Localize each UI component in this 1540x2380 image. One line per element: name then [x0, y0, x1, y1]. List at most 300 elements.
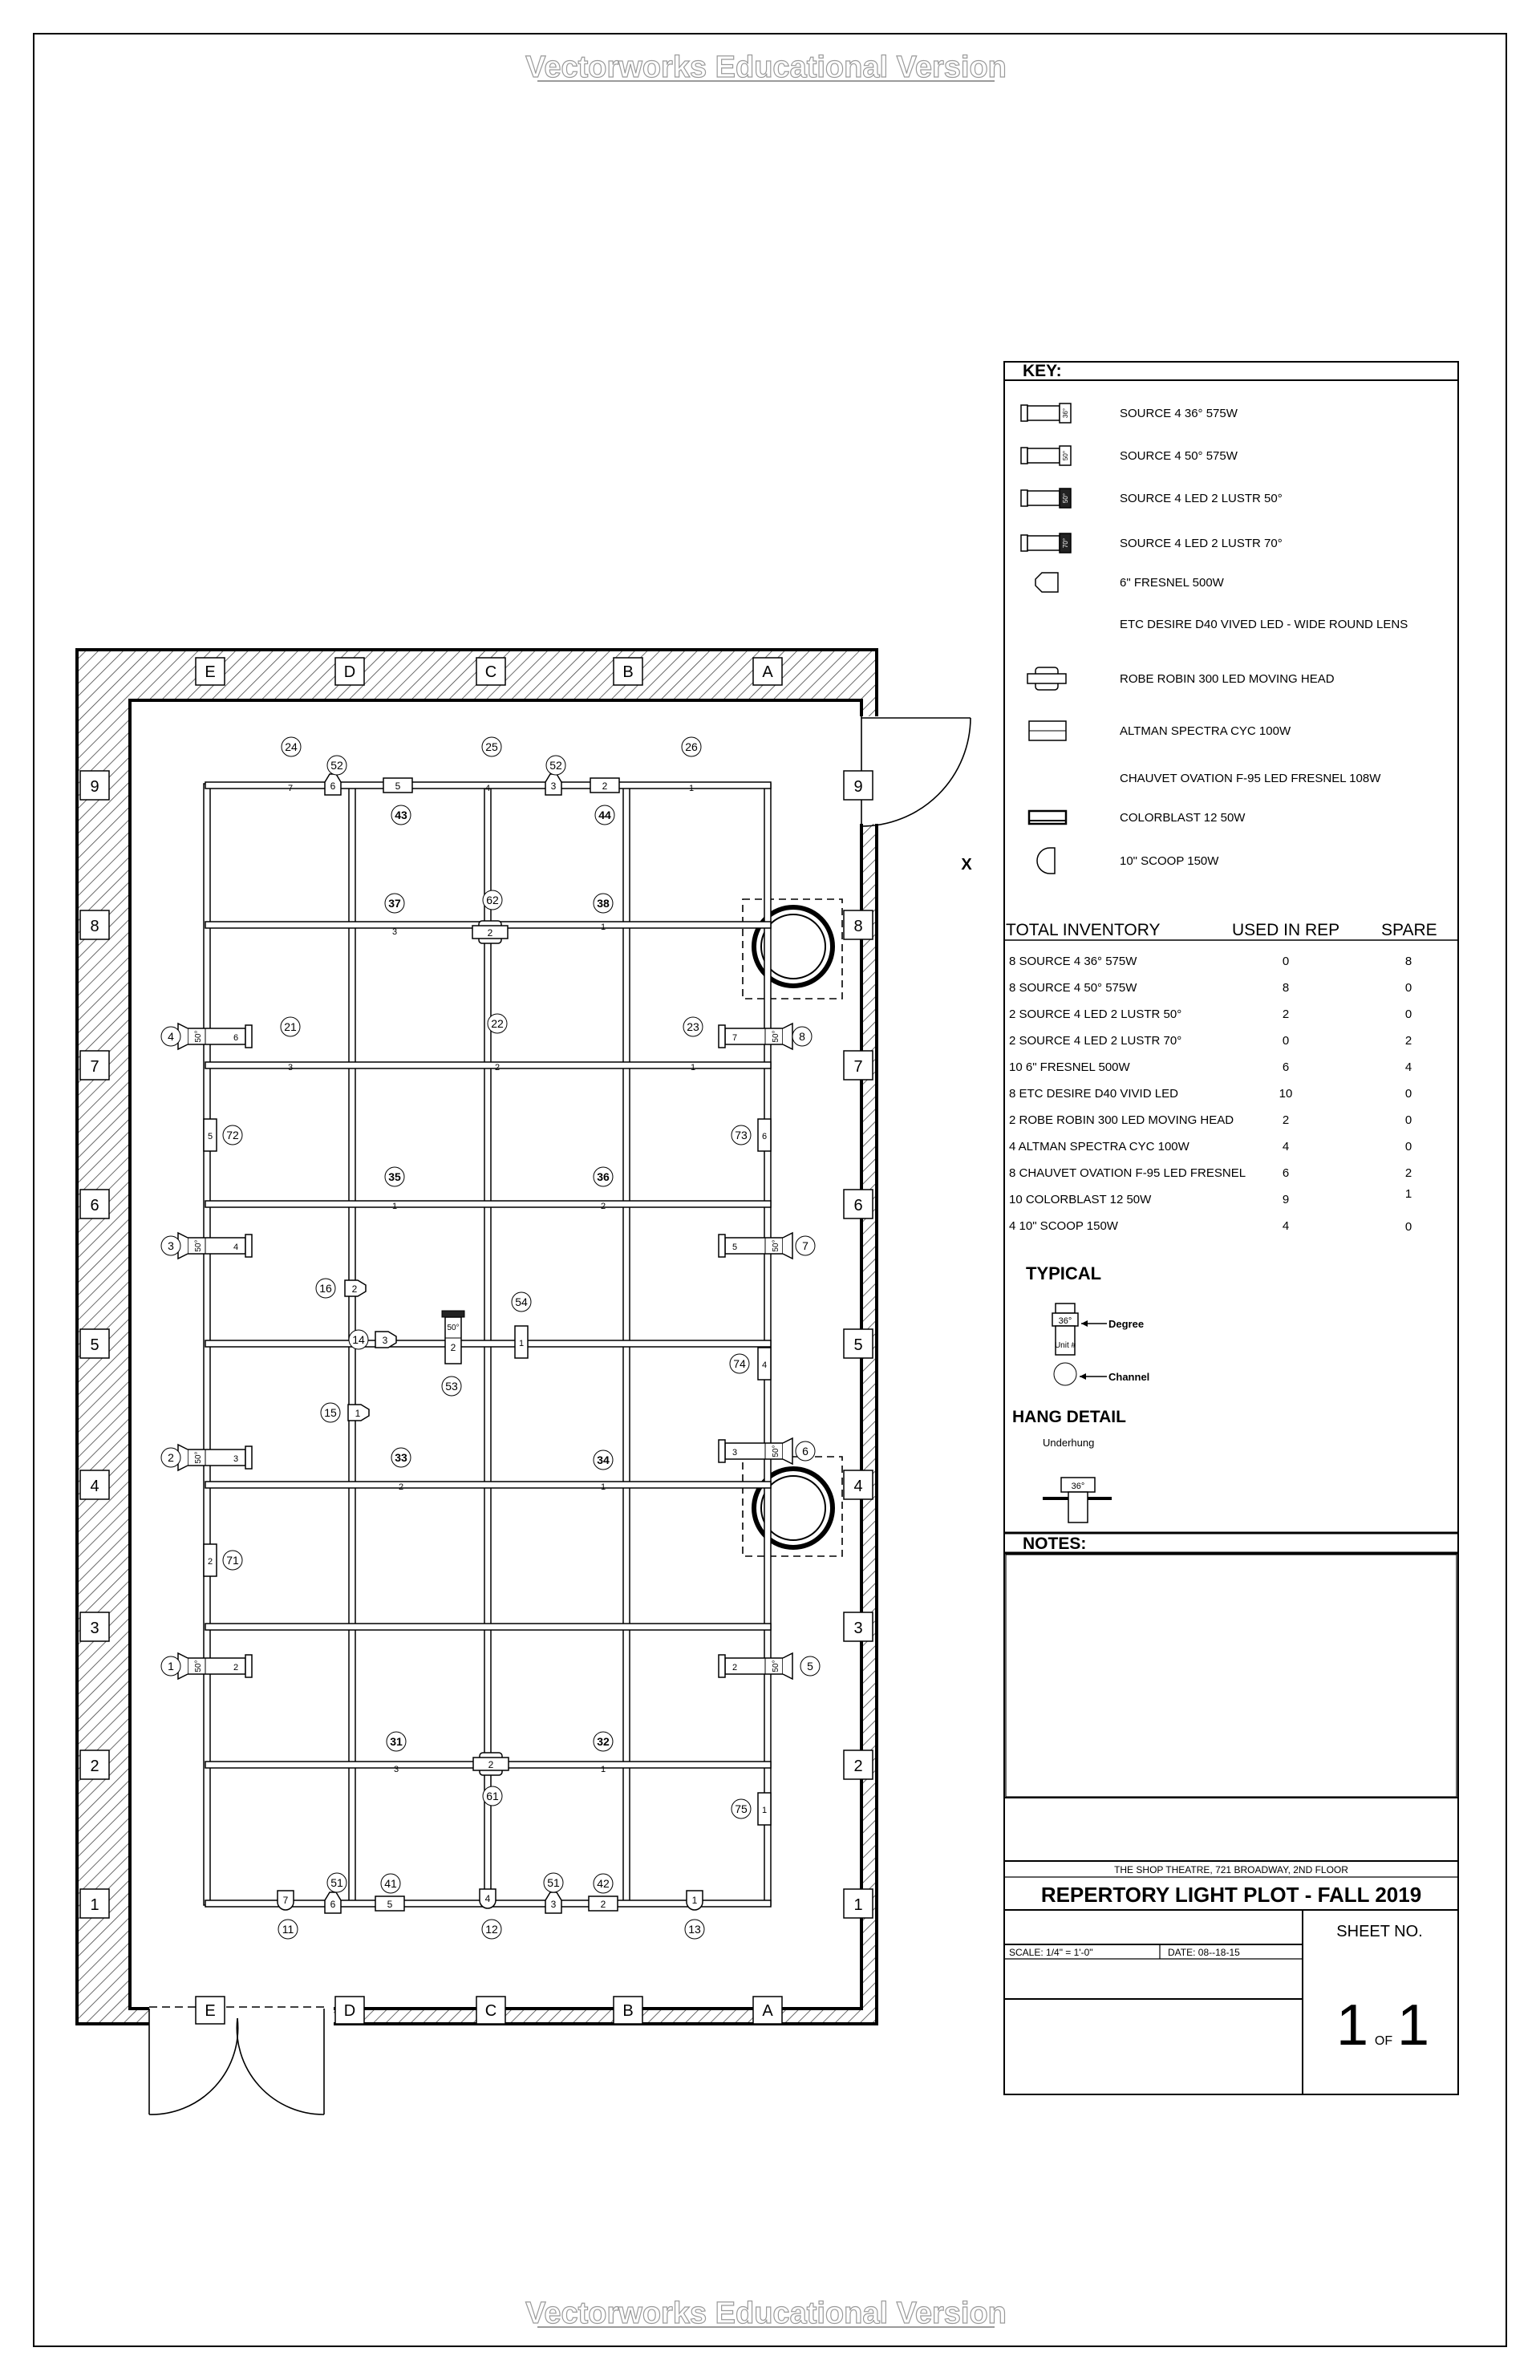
key-label: 10" SCOOP 150W: [1120, 854, 1219, 868]
channel-number: 32: [597, 1735, 610, 1748]
unit-number: 5: [732, 1243, 738, 1252]
wall-hatch: [77, 650, 877, 2024]
fixture-72: [204, 1119, 242, 1151]
key-label: ROBE ROBIN 300 LED MOVING HEAD: [1120, 672, 1335, 686]
row-label-text: 2: [853, 1758, 863, 1775]
pipe-grid: [204, 782, 771, 1907]
channel-number: 31: [390, 1735, 403, 1748]
fixture-yoke: [783, 1024, 792, 1049]
unit-number: 1: [600, 922, 606, 932]
unit-number: 6: [330, 1899, 336, 1910]
key-title: KEY:: [1023, 362, 1062, 380]
inventory-spare: 4: [1404, 1060, 1412, 1074]
row-label-5-right: [844, 1329, 873, 1358]
row-label-8-left: [80, 910, 109, 939]
inventory-spare: 0: [1404, 1140, 1412, 1154]
unit-number: 4: [484, 1893, 491, 1904]
inventory-row: [1009, 1034, 1412, 1048]
row-label-text: 5: [853, 1336, 863, 1354]
sheet-total: 1: [1396, 1993, 1430, 2058]
inventory-item: 10 COLORBLAST 12 50W: [1009, 1193, 1152, 1206]
legend-panel: [1004, 362, 1458, 2094]
column-label-a-top: [753, 658, 782, 685]
inventory-used: 6: [1282, 1166, 1290, 1180]
column-label-text: B: [622, 663, 634, 681]
channel-number: 44: [598, 809, 611, 821]
unit-number: 3: [550, 780, 557, 792]
inventory-row: [1009, 1166, 1412, 1180]
inventory-spare: 0: [1404, 1220, 1412, 1234]
inventory-spare: 0: [1404, 1087, 1412, 1101]
unit-number: 1: [600, 1765, 606, 1774]
key-item: [1120, 772, 1381, 785]
inventory-item: 4 10" SCOOP 150W: [1009, 1219, 1118, 1233]
column-label-b-top: [614, 658, 642, 685]
key-label: ALTMAN SPECTRA CYC 100W: [1120, 724, 1291, 738]
fixture-73: [732, 1119, 771, 1151]
inventory-row: [1009, 1087, 1412, 1101]
inventory-used: 4: [1282, 1219, 1290, 1233]
column-label-text: A: [762, 663, 773, 681]
fixture-degree: 50°: [772, 1445, 780, 1458]
typical-channel-label: Channel: [1108, 1371, 1150, 1383]
fixture-degree: 50°: [772, 1030, 780, 1043]
inventory-item: 8 CHAUVET OVATION F-95 LED FRESNEL: [1009, 1166, 1246, 1180]
fixture-degree: 50°: [194, 1451, 203, 1464]
unit-number: 4: [484, 784, 491, 793]
row-label-text: 6: [853, 1197, 863, 1214]
scale-text: SCALE: 1/4" = 1'-0": [1009, 1947, 1093, 1958]
typical-degree-label: Degree: [1108, 1318, 1145, 1330]
typical-detail: [1026, 1263, 1149, 1385]
column-top: [743, 899, 842, 999]
inventory-spare: 0: [1404, 1113, 1412, 1127]
inventory-item: 8 SOURCE 4 36° 575W: [1009, 955, 1137, 968]
inventory-used: 0: [1282, 1034, 1290, 1048]
channel-number: 41: [384, 1877, 397, 1890]
unit-number: 2: [398, 1482, 404, 1492]
key-degree: 50°: [1062, 450, 1069, 461]
row-label-1-left: [80, 1889, 109, 1918]
watermark-top: Vectorworks Educational Version: [525, 51, 1007, 84]
unit-number: 3: [732, 1448, 738, 1458]
column-label-d-bottom: [335, 1997, 364, 2024]
typical-unit: Unit #: [1054, 1341, 1076, 1350]
unit-number: 5: [387, 1899, 393, 1910]
inventory-used: 0: [1282, 955, 1290, 968]
unit-number: 3: [382, 1335, 388, 1346]
channel-number: 7: [802, 1239, 808, 1252]
channel-number: 6: [802, 1445, 808, 1458]
row-label-text: 3: [853, 1620, 863, 1637]
fixture-43: [383, 778, 412, 825]
channel-number: 51: [547, 1876, 560, 1889]
row-label-text: 7: [90, 1058, 99, 1076]
fixture-yoke: [783, 1653, 792, 1679]
hang-detail-subtitle: Underhung: [1043, 1437, 1095, 1449]
row-label-4-right: [844, 1470, 873, 1499]
channel-number: 14: [352, 1333, 365, 1346]
column-bottom: [743, 1457, 842, 1556]
fixture-degree: 50°: [772, 1660, 780, 1672]
unit-number: 2: [233, 1663, 239, 1672]
inventory-header-item: TOTAL INVENTORY: [1006, 921, 1161, 939]
row-label-3-right: [844, 1612, 873, 1641]
channel-number: 4: [168, 1030, 174, 1043]
column-label-e-top: [196, 658, 225, 685]
key-degree: 36°: [1062, 407, 1069, 419]
fixture-74: [730, 1348, 771, 1380]
fixture-12: [480, 1889, 501, 1939]
fixture-71: [204, 1544, 242, 1576]
inventory-row: [1009, 1187, 1412, 1206]
watermark-bottom: Vectorworks Educational Version: [525, 2297, 1007, 2330]
key-degree: 50°: [1062, 493, 1069, 504]
row-label-text: 8: [853, 918, 863, 935]
fresnel-icon: [1035, 573, 1058, 592]
fixture-degree: 50°: [194, 1660, 203, 1672]
hang-detail-degree: 36°: [1071, 1482, 1085, 1491]
row-label-text: 7: [853, 1058, 863, 1076]
entrance-opening: [149, 2007, 334, 2026]
key-item: [1021, 533, 1283, 553]
sheet-number: 1: [1335, 1993, 1369, 2058]
row-label-6-right: [844, 1190, 873, 1218]
channel-number: 51: [330, 1876, 343, 1889]
fixture-degree: 50°: [772, 1239, 780, 1252]
pipe-horizontal-3: [205, 1201, 771, 1207]
inventory-row: [1009, 1008, 1412, 1021]
unit-number: 6: [761, 1132, 768, 1141]
channel-number: 75: [735, 1802, 748, 1815]
channel-number: 2: [168, 1451, 174, 1464]
row-label-text: 9: [853, 778, 863, 796]
unit-number: 3: [393, 1765, 399, 1774]
key-item: [1021, 403, 1238, 423]
column-label-a-bottom: [753, 1997, 782, 2024]
fixture-degree: 50°: [447, 1324, 460, 1332]
key-item: [1027, 667, 1335, 690]
source4-36-icon: [1021, 403, 1071, 423]
unit-number: 2: [450, 1342, 456, 1353]
channel-number: 8: [799, 1030, 805, 1043]
inventory-used: 2: [1282, 1008, 1290, 1021]
row-label-text: 1: [90, 1896, 99, 1914]
column-label-text: C: [484, 663, 497, 681]
colorblast-icon: [1029, 811, 1066, 824]
channel-number: 38: [597, 897, 610, 910]
unit-number: 7: [282, 1895, 289, 1906]
row-label-8-right: [844, 910, 873, 939]
unit-number: 5: [395, 780, 401, 792]
unit-number: 2: [487, 927, 493, 939]
channel-number: 71: [226, 1554, 239, 1567]
channel-number: 37: [388, 897, 401, 910]
key-label: SOURCE 4 LED 2 LUSTR 50°: [1120, 492, 1283, 505]
date-text: DATE: 08--18-15: [1168, 1947, 1240, 1958]
channel-number: 11: [282, 1923, 294, 1936]
channel-number: 36: [597, 1170, 610, 1183]
inventory-item: 8 SOURCE 4 50° 575W: [1009, 981, 1137, 995]
unit-number: 1: [761, 1806, 768, 1815]
key-label: COLORBLAST 12 50W: [1120, 811, 1246, 825]
key-item: [1037, 848, 1219, 874]
channel-number: 33: [395, 1451, 407, 1464]
inventory-row: [1009, 981, 1412, 995]
fixture-lens: [719, 1025, 725, 1048]
inventory-used: 6: [1282, 1060, 1290, 1074]
venue-address: THE SHOP THEATRE, 721 BROADWAY, 2ND FLOOR: [1114, 1864, 1348, 1875]
inventory-spare: 0: [1404, 981, 1412, 995]
channel-number: 3: [168, 1239, 174, 1252]
key-label: 6" FRESNEL 500W: [1120, 576, 1224, 590]
channel-number: 15: [324, 1406, 337, 1419]
fixture-75: [732, 1793, 771, 1825]
inventory-item: 2 SOURCE 4 LED 2 LUSTR 70°: [1009, 1034, 1182, 1048]
row-label-text: 4: [853, 1478, 863, 1495]
source4-led-70-icon: [1021, 533, 1071, 553]
channel-number: 26: [685, 740, 698, 753]
fixture-15: [321, 1403, 369, 1422]
row-label-text: 4: [90, 1478, 99, 1495]
key-item: [1120, 618, 1408, 631]
unit-number: 2: [207, 1557, 213, 1567]
fixture-lens: [245, 1025, 252, 1048]
floor-plan: [77, 650, 972, 2114]
key-label: CHAUVET OVATION F-95 LED FRESNEL 108W: [1120, 772, 1381, 785]
channel-number: 5: [807, 1660, 813, 1672]
key-label: SOURCE 4 LED 2 LUSTR 70°: [1120, 537, 1283, 550]
unit-number: 2: [732, 1663, 738, 1672]
row-label-text: 5: [90, 1336, 99, 1354]
channel-number: 74: [733, 1357, 746, 1370]
unit-number: 4: [761, 1360, 768, 1370]
inventory-item: 8 ETC DESIRE D40 VIVID LED: [1009, 1087, 1178, 1101]
channel-number: 23: [687, 1020, 699, 1033]
key-item: [1029, 721, 1291, 740]
unit-number: 5: [207, 1132, 213, 1141]
column-label-c-top: [476, 658, 505, 685]
channel-number: 52: [330, 759, 343, 772]
row-label-text: 3: [90, 1620, 99, 1637]
unit-number: 7: [287, 784, 294, 793]
channel-number: 43: [395, 809, 407, 821]
fixture-16: [316, 1279, 366, 1298]
column-label-text: C: [484, 2002, 497, 2020]
unit-number: 3: [233, 1454, 239, 1464]
channel-number: 35: [388, 1170, 401, 1183]
fixture-51: [544, 1873, 563, 1913]
fixture-42: [589, 1874, 618, 1911]
x-marker: X: [961, 856, 972, 874]
unit-number: 6: [330, 780, 336, 792]
row-label-text: 6: [90, 1197, 99, 1214]
key-list: [1021, 403, 1408, 874]
inventory-used: 10: [1279, 1087, 1293, 1101]
fixture-lens: [719, 1235, 725, 1257]
inventory-spare: 2: [1404, 1034, 1412, 1048]
fixture-yoke: [783, 1438, 792, 1464]
channel-number: 73: [735, 1129, 748, 1141]
inventory-header-spare: SPARE: [1381, 921, 1437, 939]
unit-number: 3: [550, 1899, 557, 1910]
unit-number: 2: [494, 1063, 500, 1072]
fixture-11: [278, 1891, 298, 1939]
row-label-2-left: [80, 1750, 109, 1779]
inventory-row: [1009, 1060, 1412, 1074]
row-label-text: 2: [90, 1758, 99, 1775]
moving-head-icon: [1027, 667, 1066, 690]
column-label-e-bottom: [196, 1997, 225, 2024]
channel-number: 53: [445, 1380, 458, 1393]
fixture-lens: [719, 1655, 725, 1677]
column-label-text: B: [622, 2002, 634, 2020]
inventory-header-used: USED IN REP: [1232, 921, 1340, 939]
channel-number: 54: [515, 1295, 528, 1308]
unit-number: 1: [600, 1482, 606, 1492]
notes-area: [1006, 1555, 1457, 1797]
inventory-used: 8: [1282, 981, 1290, 995]
typical-title: TYPICAL: [1026, 1263, 1102, 1283]
unit-number: 1: [690, 1063, 696, 1072]
pipe-horizontal-4: [205, 1340, 771, 1347]
unit-number: 2: [351, 1283, 358, 1295]
row-label-text: 1: [853, 1896, 863, 1914]
channel-number: 12: [485, 1923, 498, 1936]
cyc-light-icon: [1029, 721, 1066, 740]
key-label: SOURCE 4 50° 575W: [1120, 449, 1238, 463]
fixture-degree: 50°: [194, 1239, 203, 1252]
key-label: SOURCE 4 36° 575W: [1120, 407, 1238, 420]
inventory-used: 9: [1282, 1193, 1290, 1206]
channel-number: 24: [285, 740, 298, 753]
channel-number: 25: [485, 740, 498, 753]
row-label-1-right: [844, 1889, 873, 1918]
channel-number: 21: [284, 1020, 297, 1033]
inventory-spare: 8: [1404, 955, 1412, 968]
source4-led-50-icon: [1021, 489, 1071, 508]
inventory-item: 2 SOURCE 4 LED 2 LUSTR 50°: [1009, 1008, 1182, 1021]
row-label-7-right: [844, 1051, 873, 1080]
row-label-7-left: [80, 1051, 109, 1080]
inventory-row: [1009, 1140, 1412, 1154]
channel-number: 52: [549, 759, 562, 772]
sheet-label: SHEET NO.: [1336, 1923, 1423, 1940]
unit-number: 2: [488, 1759, 494, 1770]
source4-50-icon: [1021, 446, 1071, 465]
plot-title: REPERTORY LIGHT PLOT - FALL 2019: [1040, 1883, 1422, 1907]
unit-number: 1: [355, 1408, 361, 1419]
unit-number: 2: [600, 1899, 606, 1910]
column-label-d-top: [335, 658, 364, 685]
channel-number: 22: [491, 1017, 504, 1030]
channel-number: 72: [226, 1129, 239, 1141]
unit-number: 1: [688, 784, 695, 793]
inventory-used: 2: [1282, 1113, 1290, 1127]
key-degree: 70°: [1062, 537, 1069, 549]
column-label-text: D: [343, 2002, 356, 2020]
fixture-13: [685, 1891, 704, 1939]
column-label-b-bottom: [614, 1997, 642, 2024]
channel-number: 42: [597, 1877, 610, 1890]
channel-number: 62: [486, 894, 499, 906]
column-label-text: A: [762, 2002, 773, 2020]
notes-title: NOTES:: [1023, 1535, 1087, 1553]
unit-number: 2: [600, 1202, 606, 1211]
inventory-spare: 0: [1404, 1008, 1412, 1021]
key-item: [1029, 811, 1246, 825]
inventory-row: [1009, 955, 1412, 968]
inventory-used: 4: [1282, 1140, 1290, 1154]
row-label-9-left: [80, 771, 109, 800]
fixture-54: [512, 1292, 531, 1358]
sheet-of: OF: [1374, 2034, 1393, 2048]
inventory-spare: 1: [1404, 1187, 1412, 1201]
channel-number: 1: [168, 1660, 174, 1672]
row-label-6-left: [80, 1190, 109, 1218]
unit-number: 3: [391, 927, 398, 937]
door-opening: [860, 716, 879, 824]
pipe-horizontal-5: [205, 1482, 771, 1488]
column-label-c-bottom: [476, 1997, 505, 2024]
channel-number: 34: [597, 1454, 610, 1466]
inventory-item: 4 ALTMAN SPECTRA CYC 100W: [1009, 1140, 1189, 1154]
fixture-lens: [719, 1440, 725, 1462]
fixture-degree: 50°: [194, 1030, 203, 1043]
inventory-table: [1006, 921, 1437, 1234]
fixture-41: [375, 1874, 404, 1911]
inventory-spare: 2: [1404, 1166, 1412, 1180]
inventory-row: [1009, 1113, 1412, 1127]
channel-number: 61: [486, 1790, 499, 1802]
hang-detail: [1012, 1408, 1126, 1522]
channel-number: 13: [688, 1923, 701, 1936]
fixture-yoke: [783, 1233, 792, 1259]
channel-number: 16: [319, 1282, 332, 1295]
inventory-row: [1009, 1219, 1412, 1234]
unit-number: 1: [518, 1339, 525, 1348]
row-label-2-right: [844, 1750, 873, 1779]
key-item: [1035, 573, 1225, 592]
inventory-item: 10 6" FRESNEL 500W: [1009, 1060, 1130, 1074]
inventory-item: 2 ROBE ROBIN 300 LED MOVING HEAD: [1009, 1113, 1234, 1127]
unit-number: 3: [287, 1063, 294, 1072]
key-item: [1021, 489, 1283, 508]
unit-number: 1: [391, 1202, 398, 1211]
column-label-text: E: [205, 2002, 216, 2020]
row-label-4-left: [80, 1470, 109, 1499]
fixture-44: [590, 778, 619, 825]
fixture-37: [385, 894, 404, 937]
unit-number: 2: [602, 780, 608, 792]
row-label-3-left: [80, 1612, 109, 1641]
unit-number: 1: [691, 1895, 698, 1906]
scoop-icon: [1037, 848, 1055, 874]
column-label-text: D: [343, 663, 356, 681]
fixture-lens: [245, 1446, 252, 1469]
unit-number: 7: [732, 1033, 738, 1043]
row-label-text: 9: [90, 778, 99, 796]
row-label-5-left: [80, 1329, 109, 1358]
fixture-lens: [442, 1311, 464, 1317]
row-label-text: 8: [90, 918, 99, 935]
column-label-text: E: [205, 663, 216, 681]
row-label-9-right: [844, 771, 873, 800]
unit-number: 4: [233, 1243, 239, 1252]
hang-detail-title: HANG DETAIL: [1012, 1408, 1126, 1426]
fixture-53: [442, 1311, 464, 1396]
key-label: ETC DESIRE D40 VIVED LED - WIDE ROUND LENS: [1120, 618, 1408, 631]
